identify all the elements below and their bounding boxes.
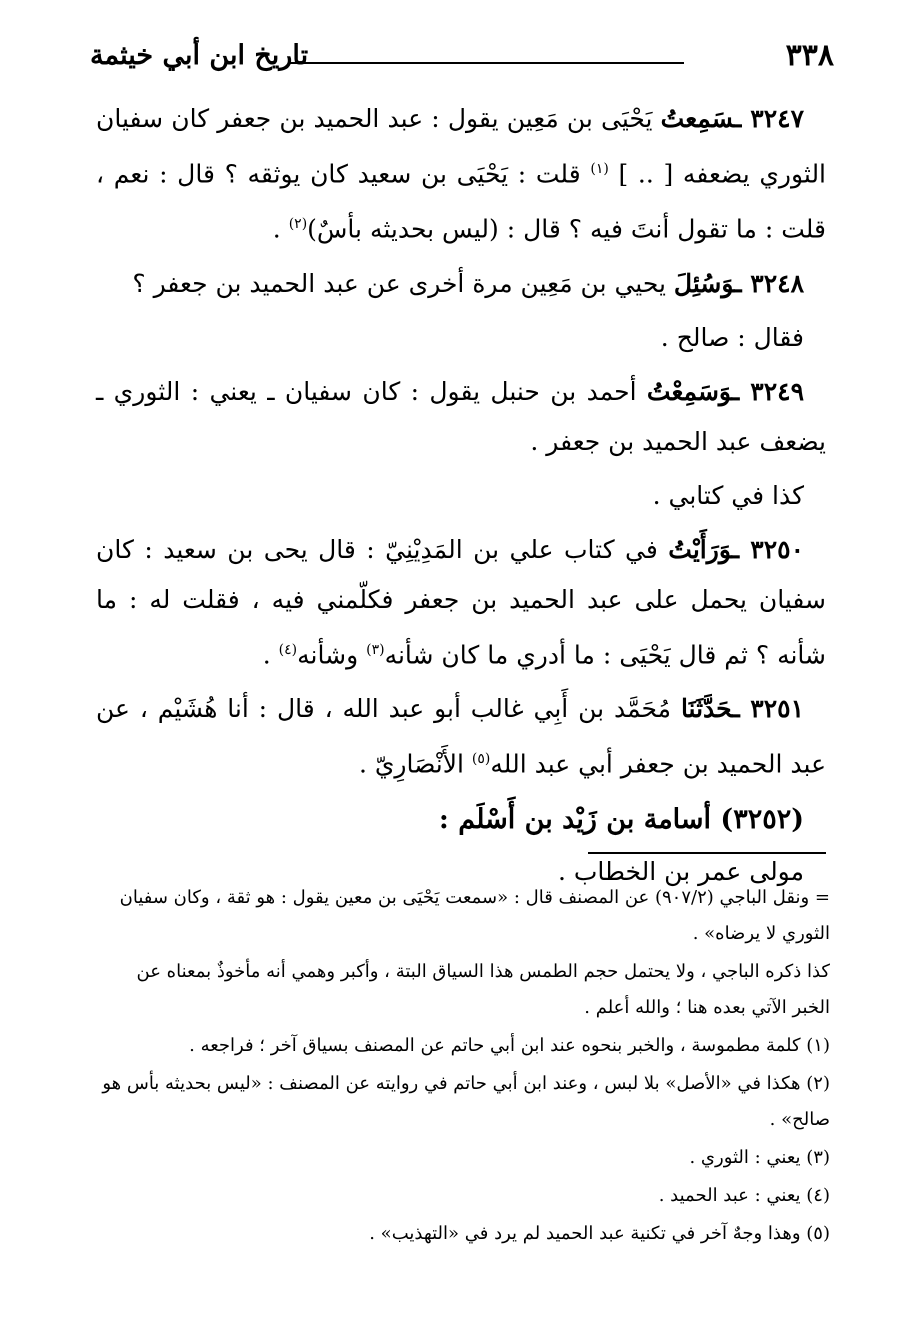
entry-text: مُحَمَّد بن أَبِي غالب أبو عبد الله ، قال : أنا هُشَيْم ، عن عبد الحميد بن جعفر أبي عبد الله — [96, 693, 826, 779]
page-header — [90, 38, 834, 84]
entry-3249-note: كذا في كتابي . — [652, 480, 804, 510]
running-title: تاريخ ابن أبي خيثمة — [90, 40, 309, 71]
entry-text: في كتاب علي بن المَدِيْنِيّ : قال يحى بن سعيد : كان سفيان يحمل على عبد الحميد بن جعفر فكلّمني فيه ، فقلت له : ما شأنه ؟ ثم قال يَحْيَى : ما أدري ما كان شأنه — [96, 534, 826, 669]
entry-end: . — [262, 639, 271, 669]
entry-text: أحمد بن حنبل يقول : كان سفيان ـ يعني : الثوري ـ يضعف عبد الحميد بن جعفر . — [96, 376, 826, 456]
entry-verb: حَدَّثَنَا — [680, 693, 733, 723]
entry-3250 — [96, 525, 826, 680]
section-heading: (٣٢٥٢) أسامة بن زَيْد بن أَسْلَم : — [438, 804, 804, 836]
section-subtitle: مولى عمر بن الخطاب . — [557, 857, 804, 887]
footnote-ref-2: (٢) — [288, 216, 308, 233]
footnote-2: (٢) هكذا في «الأصل» بلا لبس ، وعند ابن أبي حاتم في روايته عن المصنف : «ليس بحديثه بأس هو صالح» . — [102, 1073, 830, 1130]
entry-3251 — [96, 684, 826, 789]
page-number: ٣٣٨ — [785, 38, 834, 73]
footnote-ref-5: (٥) — [471, 750, 491, 767]
footnote-3: (٣) يعني : الثوري . — [689, 1147, 830, 1168]
entry-verb: وَرَأَيْتُ — [668, 534, 732, 564]
entry-number: ٣٢٤٩ ـ — [731, 376, 804, 406]
entry-number: ٣٢٤٧ ـ — [734, 104, 804, 133]
entry-text-cont: قلت : يَحْيَى بن سعيد كان يوثقه ؟ قال : نعم ، قلت : ما تقول أنتَ فيه ؟ قال : (ليس بحديثه بأسٌ) — [96, 159, 826, 244]
footnote-continued: = ونقل الباجي (٩٠٧/٢) عن المصنف قال : «سمعت يَحْيَى بن معين يقول : هو ثقة ، وكان سفيان الثوري لا يرضاه» . — [119, 887, 830, 944]
entry-text-tail: الأَنْصَارِيّ . — [358, 749, 464, 779]
footnote-continued-note: كذا ذكره الباجي ، ولا يحتمل حجم الطمس هذا السياق البتة ، وأكبر وهمي أنه مأخوذٌ بمعناه عن الخبر الآتي بعده هنا ؛ والله أعلم . — [136, 961, 830, 1018]
main-text — [96, 94, 826, 901]
entry-3248 — [96, 259, 826, 309]
entry-end: . — [272, 214, 281, 244]
footnote-ref-3: (٣) — [366, 641, 385, 658]
entry-number: ٣٢٤٨ ـ — [734, 268, 804, 298]
header-rule — [290, 62, 684, 64]
footnote-1: (١) كلمة مطموسة ، والخبر بنحوه عند ابن أبي حاتم عن المصنف بسياق آخر ؛ فراجعه . — [189, 1035, 830, 1056]
footnote-5: (٥) وهذا وجهٌ آخر في تكنية عبد الحميد لم يرد في «التهذيب» . — [369, 1223, 830, 1244]
entry-text-mid: وشأنه — [297, 639, 359, 669]
entry-number: ٣٢٥١ ـ — [732, 693, 804, 723]
footnotes — [100, 880, 830, 1254]
entry-text: يحيي بن مَعِين مرة أخرى عن عبد الحميد بن جعفر ؟ — [132, 268, 666, 298]
footnote-ref-4: (٤) — [278, 641, 298, 658]
footnote-separator — [588, 852, 826, 854]
entry-text: يَحْيَى بن مَعِين يقول : عبد الحميد بن جعفر كان سفيان الثوري يضعفه [ .. ] — [96, 104, 827, 189]
entry-3248-answer: فقال : صالح . — [660, 322, 804, 352]
footnote-ref-1: (١) — [590, 161, 609, 177]
entry-3249 — [96, 367, 826, 467]
entry-verb: وَسُئِلَ — [673, 268, 735, 298]
entry-number: ٣٢٥٠ ـ — [731, 534, 804, 564]
entry-verb: وَسَمِعْتُ — [646, 376, 732, 406]
entry-verb: سَمِعتُ — [660, 104, 735, 133]
footnote-4: (٤) يعني : عبد الحميد . — [658, 1185, 830, 1206]
entry-3247 — [96, 94, 826, 255]
